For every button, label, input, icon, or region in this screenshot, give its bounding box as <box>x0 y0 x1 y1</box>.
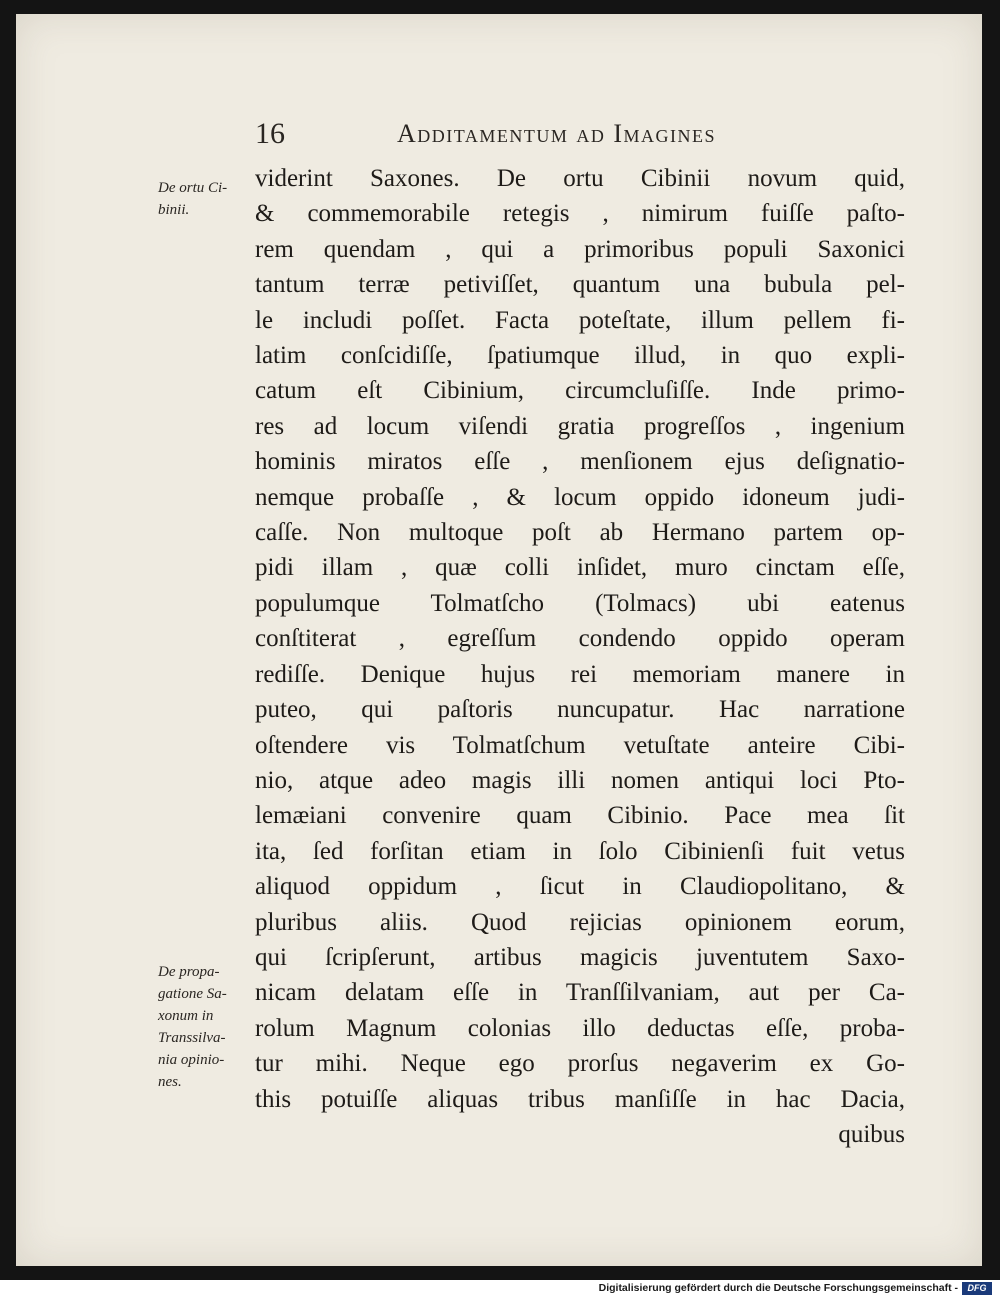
dfg-logo: DFG <box>962 1282 992 1295</box>
text-line: oſtendere vis Tolmatſchum vetuſtate anteire Cibi- <box>255 731 905 759</box>
text-line: rediſſe. Denique hujus rei memoriam manere in <box>255 660 905 688</box>
text-line: catum eſt Cibinium, circumcluſiſſe. Inde primo- <box>255 377 905 405</box>
text-line: tantum terræ petiviſſet, quantum una bubula pel- <box>255 271 905 299</box>
text-line: latim conſcidiſſe, ſpatiumque illud, in quo expli- <box>255 342 905 370</box>
text-line: le includi poſſet. Facta poteſtate, illum pellem fi- <box>255 306 905 334</box>
digitization-footer <box>0 1280 1000 1298</box>
text-line: rolum Magnum colonias illo deductas eſſe, proba- <box>255 1014 905 1042</box>
margin-note-line: De propa- <box>158 964 220 980</box>
text-line: lemæiani convenire quam Cibinio. Pace mea ſit <box>255 802 905 830</box>
text-line: aliquod oppidum , ſicut in Claudiopolitano, & <box>255 873 905 901</box>
text-line: hominis miratos eſſe , menſionem ejus deſignatio- <box>255 448 905 476</box>
body-text <box>255 161 905 1152</box>
text-line: qui ſcripſerunt, artibus magicis juventutem Saxo- <box>255 943 905 971</box>
running-title: Additamentum ad Imagines <box>397 119 716 148</box>
margin-note-line: De ortu Ci- <box>158 180 228 196</box>
margin-note-line: nia opinio- <box>158 1052 225 1068</box>
text-line: rem quendam , qui a primoribus populi Saxonici <box>255 235 905 263</box>
page-header <box>16 117 982 157</box>
margin-note-origin-cibinium <box>158 177 266 221</box>
margin-note-line: Transsilva- <box>158 1030 226 1046</box>
book-page <box>16 14 982 1266</box>
margin-note-saxon-propagation <box>158 961 266 1093</box>
text-line: this potuiſſe aliquas tribus manſiſſe in hac Dacia, <box>255 1085 905 1113</box>
text-line: conſtiterat , egreſſum condendo oppido operam <box>255 625 905 653</box>
text-line: nio, atque adeo magis illi nomen antiqui loci Pto- <box>255 766 905 794</box>
margin-note-line: gatione Sa- <box>158 986 227 1002</box>
text-line: nemque probaſſe , & locum oppido idoneum judi- <box>255 483 905 511</box>
funding-notice: Digitalisierung gefördert durch die Deutsche Forschungsgemeinschaft - <box>598 1282 958 1294</box>
text-line: & commemorabile retegis , nimirum fuiſſe paſto- <box>255 200 905 228</box>
margin-note-line: xonum in <box>158 1008 214 1024</box>
text-line: nicam delatam eſſe in Tranſſilvaniam, aut per Ca- <box>255 979 905 1007</box>
margin-note-line: nes. <box>158 1074 182 1090</box>
margin-note-line: binii. <box>158 202 190 218</box>
text-line: caſſe. Non multoque poſt ab Hermano partem op- <box>255 519 905 547</box>
page-number: 16 <box>255 117 285 150</box>
text-line: tur mihi. Neque ego prorſus negaverim ex Go- <box>255 1050 905 1078</box>
text-line: populumque Tolmatſcho (Tolmacs) ubi eatenus <box>255 589 905 617</box>
text-line: pluribus aliis. Quod rejicias opinionem eorum, <box>255 908 905 936</box>
text-line: ita, ſed forſitan etiam in ſolo Cibinienſi fuit vetus <box>255 837 905 865</box>
text-line: res ad locum viſendi gratia progreſſos , ingenium <box>255 412 905 440</box>
text-line: viderint Saxones. De ortu Cibinii novum quid, <box>255 165 905 192</box>
catchword: quibus <box>838 1120 905 1148</box>
text-line: puteo, qui paſtoris nuncupatur. Hac narratione <box>255 696 905 724</box>
text-line: pidi illam , quæ colli inſidet, muro cinctam eſſe, <box>255 554 905 582</box>
